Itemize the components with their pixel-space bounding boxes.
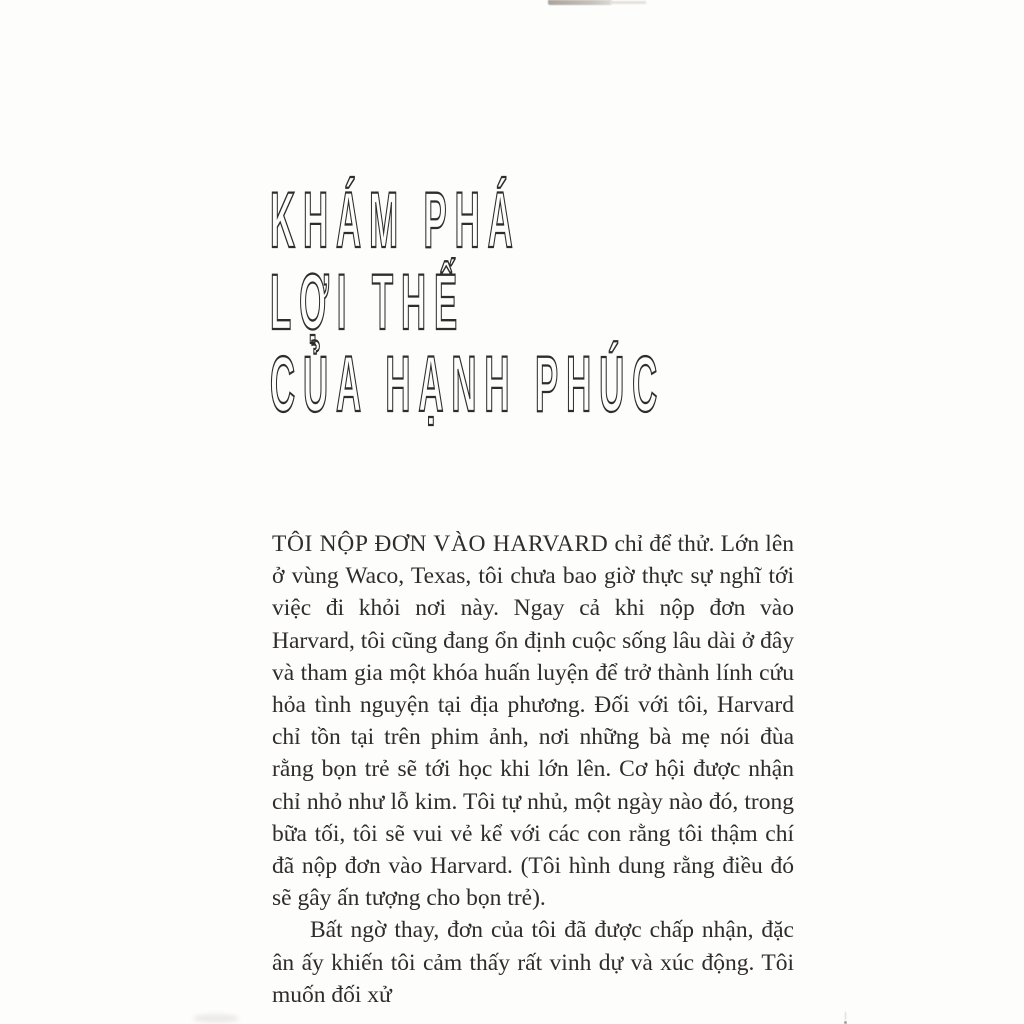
chapter-title-line-3: CỦA HẠNH PHÚC xyxy=(270,338,666,428)
paragraph-1-text: chỉ để thử. Lớn lên ở vùng Waco, Texas, tôi chưa bao giờ thực sự nghĩ tới việc đi khỏi nơi này. Ngay cả khi nộp đơn vào Harvard, tôi cũng đang ổn định cuộc sống lâu dài ở đây và tham gia một khóa huấn luyện để trở thành lính cứu hỏa tình nguyện tại địa phương. Đối với tôi, Harvard chỉ tồn tại trên phim ảnh, nơi những bà mẹ nói đùa rằng bọn trẻ sẽ tới học khi lớn lên. Cơ hội được nhận chỉ nhỏ như lỗ kim. Tôi tự nhủ, một ngày nào đó, trong bữa tối, tôi sẽ vui vẻ kể với các con rằng tôi thậm chí đã nộp đơn vào Harvard. (Tôi hình dung rằng điều đó sẽ gây ấn tượng cho bọn trẻ). xyxy=(272,531,794,912)
scan-smudge xyxy=(193,1014,239,1023)
chapter-title xyxy=(270,174,666,428)
paragraph-1-lead-in: TÔI NỘP ĐƠN VÀO HARVARD xyxy=(272,531,609,557)
scan-mark xyxy=(841,1012,851,1024)
paragraph-1 xyxy=(272,528,794,914)
body-text-column xyxy=(272,528,794,1011)
scan-edge-artifact xyxy=(548,0,612,5)
chapter-title-line-1: KHÁM PHÁ xyxy=(270,174,521,264)
scan-edge-artifact-faint xyxy=(610,1,646,4)
paragraph-2: Bất ngờ thay, đơn của tôi đã được chấp nhận, đặc ân ấy khiến tôi cảm thấy rất vinh dự và xúc động. Tôi muốn đối xử xyxy=(272,917,794,1008)
chapter-title-line-2: LỢI THẾ xyxy=(270,256,466,346)
